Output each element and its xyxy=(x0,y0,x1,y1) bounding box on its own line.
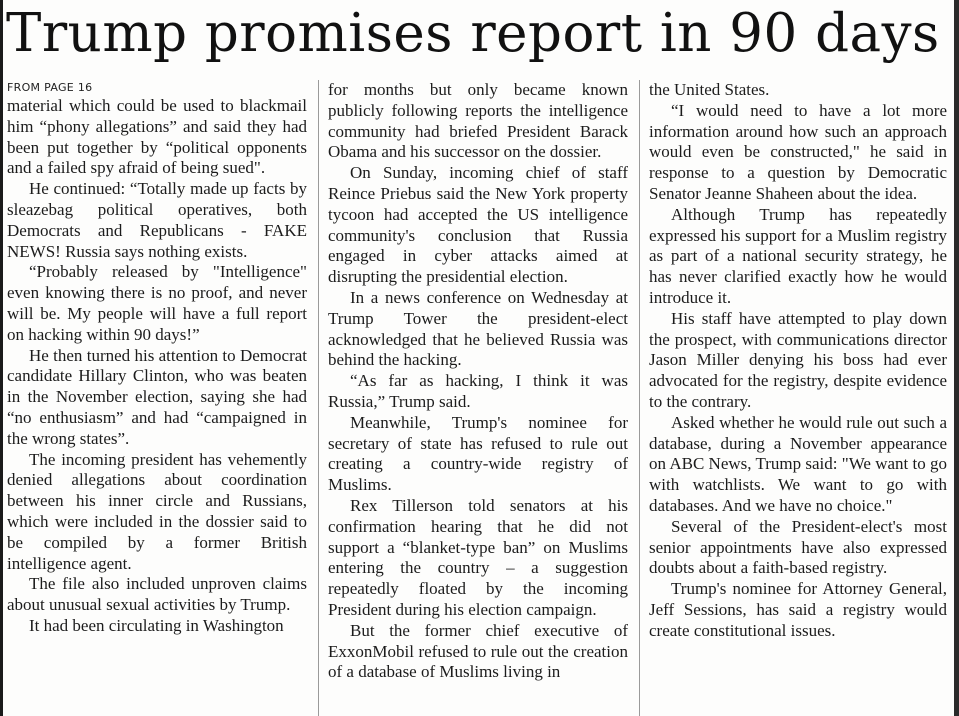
paragraph: In a news conference on Wednesday at Trump Tower the president-elect acknowledged that he believed Russia was behind the hacking. xyxy=(328,287,628,370)
headline: Trump promises report in 90 days xyxy=(6,3,940,64)
paragraph: “As far as hacking, I think it was Russia,” Trump said. xyxy=(328,371,628,411)
article-column-2 xyxy=(328,80,628,716)
paragraph: Meanwhile, Trump's nominee for secretary of state has refused to rule out creating a country-wide registry of Muslims. xyxy=(328,412,628,495)
paragraph: The incoming president has vehemently denied allegations about coordination between his inner circle and Russians, which were included in the dossier said to be compiled by a former British intelligence agent. xyxy=(7,449,307,573)
paragraph: material which could be used to blackmail him “phony allegations” and said they had been put together by “political opponents and a failed spy afraid of being sued". xyxy=(7,96,307,178)
paragraph: Rex Tillerson told senators at his confirmation hearing that he did not support a “blanket-type ban” on Muslims entering the country – a suggestion repeatedly floated by the incoming President during his election campaign. xyxy=(328,495,628,619)
paragraph: “Probably released by "Intelligence" even knowing there is no proof, and never will be. My people will have a full report on hacking within 90 days!” xyxy=(7,262,307,344)
article-column-3 xyxy=(649,80,947,716)
paragraph: On Sunday, incoming chief of staff Reince Priebus said the New York property tycoon had accepted the US intelligence community's conclusion that Russia engaged in cyber attacks aimed at disrupting the presidential election. xyxy=(328,163,628,287)
paragraph: He then turned his attention to Democrat candidate Hillary Clinton, who was beaten in the November election, saying she had “no enthusiasm” and had “campaigned in the wrong states”. xyxy=(7,345,307,448)
paragraph: Several of the President-elect's most senior appointments have also expressed doubts about a faith-based registry. xyxy=(649,516,947,578)
column-divider xyxy=(639,80,640,716)
page-edge-left xyxy=(0,0,3,716)
column-divider xyxy=(318,80,319,716)
page-edge-right xyxy=(954,0,959,716)
paragraph: The file also included unproven claims about unusual sexual activities by Trump. xyxy=(7,574,307,615)
paragraph: Although Trump has repeatedly expressed his support for a Muslim registry as part of a national security strategy, he has never clarified exactly how he would introduce it. xyxy=(649,204,947,307)
paragraph: “I would need to have a lot more information around how such an approach would even be constructed," he said in response to a question by Democratic Senator Jeanne Shaheen about the idea. xyxy=(649,100,947,203)
paragraph: for months but only became known publicly following reports the intelligence community had briefed President Barack Obama and his successor on the dossier. xyxy=(328,80,628,162)
paragraph: He continued: “Totally made up facts by sleazebag political operatives, both Democrats and Republicans - FAKE NEWS! Russia says nothing exists. xyxy=(7,179,307,261)
paragraph: It had been circulating in Washington xyxy=(29,615,284,635)
paragraph: Asked whether he would rule out such a database, during a November appearance on ABC News, Trump said: "We want to go with watchlists. We want to go with databases. And we have no choice." xyxy=(649,412,947,515)
paragraph: His staff have attempted to play down the prospect, with communications director Jason Miller denying his boss had ever advocated for the registry, despite evidence to the contrary. xyxy=(649,308,947,411)
continued-from-label: FROM PAGE 16 xyxy=(7,81,93,94)
paragraph: But the former chief executive of ExxonMobil refused to rule out the creation of a database of Muslims living in xyxy=(328,620,628,682)
article-column-1 xyxy=(7,80,307,716)
paragraph: the United States. xyxy=(649,80,770,99)
paragraph: Trump's nominee for Attorney General, Jeff Sessions, has said a registry would create constitutional issues. xyxy=(649,579,947,640)
